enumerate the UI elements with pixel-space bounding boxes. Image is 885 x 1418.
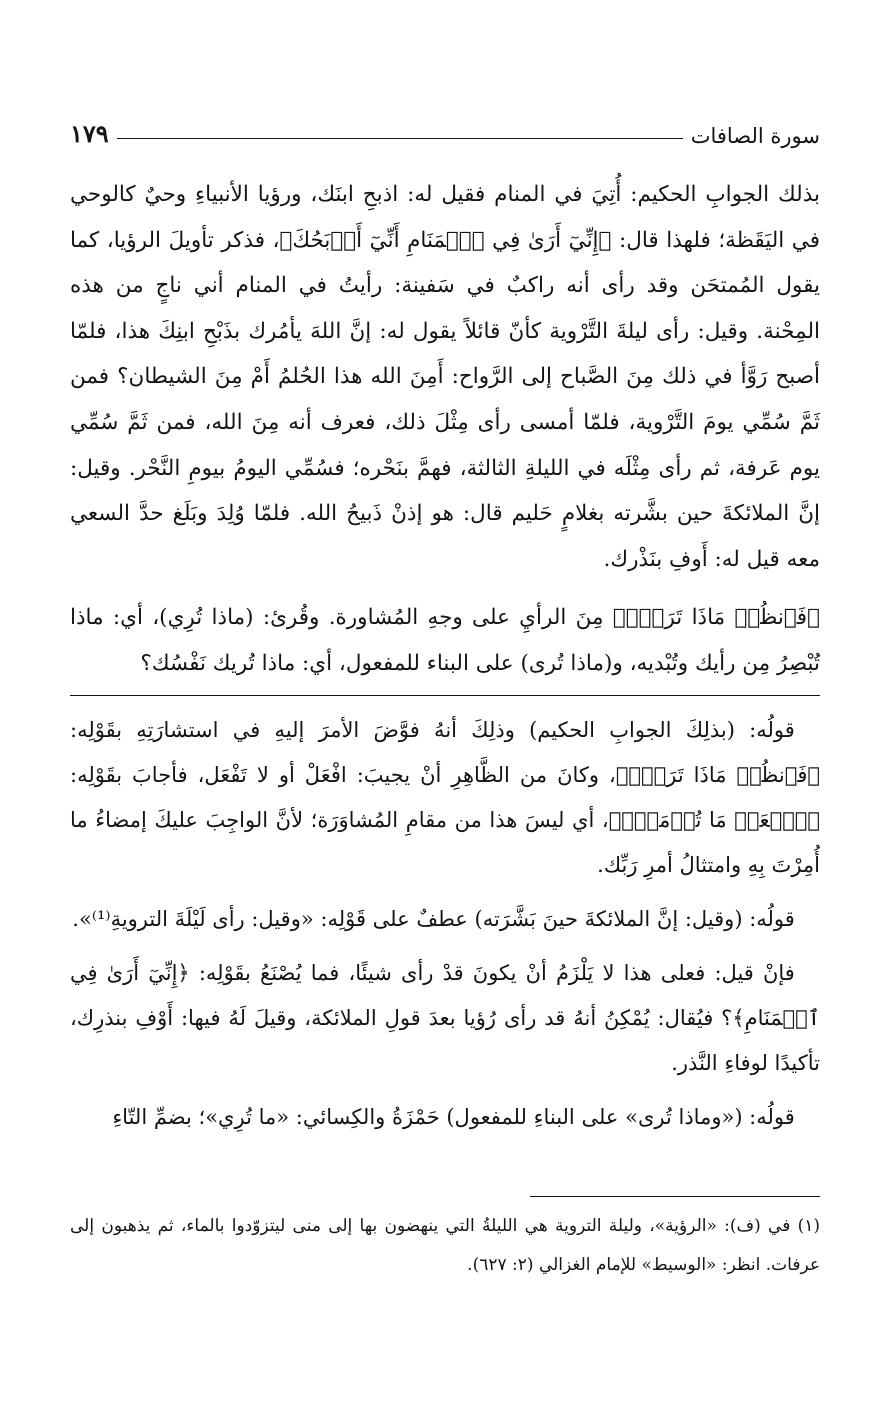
surah-title: سورة الصافات <box>690 124 820 148</box>
page-number: ١٧٩ <box>70 119 109 148</box>
book-page <box>70 108 820 1302</box>
footnote-separator <box>530 1196 820 1197</box>
header-rule <box>117 138 683 139</box>
commentary-paragraph: قولُه: (بذلِكَ الجوابِ الحكيم) وذلِكَ أنهُ فوَّضَ الأمرَ إليهِ في استشارَتِهِ بقَوْلِه: ﴿فَٱنظُرۡ مَاذَا تَرَىٰۚ﴾، وكانَ من الظَّاهِرِ أنْ يجيبَ: افْعَلْ أو لا تَفْعَل، فأجابَ بقَوْلِه: ﴿ٱفۡعَلۡ مَا تُؤۡمَرُۖ﴾، أي ليسَ هذا من مقامِ المُشاوَرَة؛ لأنَّ الواجِبَ عليكَ إمضاءُ ما أُمِرْتَ بِهِ وامتثالُ أمرِ رَبِّك. <box>70 717 820 877</box>
main-text <box>70 172 820 687</box>
commentary-paragraph: قولُه: (وقيل: إنَّ الملائكةَ حينَ بَشَّرَته) عطفٌ على قَوْلِه: «وقيل: رأى لَيْلَةَ الترويةِ⁽¹⁾». <box>72 906 795 931</box>
main-paragraph: ﴿فَٱنظُرۡ مَاذَا تَرَىٰۚ﴾ مِنَ الرأيِ على وجهِ المُشاورة. وقُرئ: (ماذا تُرِي)، أي: ماذا تُبْصِرُ مِن رأيك وتُبْديه، و(ماذا تُرى) على البناء للمفعول، أي: ماذا تُريك نَفْسُك؟ <box>70 605 820 676</box>
footnote: (١) في (ف): «الرؤية»، وليلة التروية هي الليلةُ التي ينهضون بها إلى منى ليتزوّدوا بالماء، ثم يذهبون إلى عرفات. انظر: «الوسيط» للإمام الغزالي (٢: ٦٢٧). <box>70 1215 820 1275</box>
commentary-paragraph: فإنْ قيل: فعلى هذا لا يَلْزَمُ أنْ يكونَ قدْ رأى شيئًا، فما يُصْنَعُ بقَوْلِه: ﴿إِنِّيٓ أَرَىٰ فِي ٱلۡمَنَامِ﴾؟ فيُقال: يُمْكِنُ أنهُ قد رأى رُؤيا بعدَ قولِ الملائكة، وقيلَ لَهُ فيها: أَوْفِ بنذرِك، تأكيدًا لوفاءِ النَّذر. <box>70 960 820 1075</box>
page-header <box>70 108 820 148</box>
commentary-paragraph: قولُه: («وماذا تُرى» على البناءِ للمفعول) حَمْزَةُ والكِسائي: «ما تُرِي»؛ بضمِّ التّاءِ <box>112 1104 795 1129</box>
commentary-section <box>70 708 820 1140</box>
section-separator <box>70 695 820 696</box>
main-paragraph: بذلك الجوابِ الحكيم: أُتِيَ في المنام فقيل له: اذبحِ ابنَك، ورؤيا الأنبياءِ وحيٌ كالوحي في اليَقَظة؛ فلهذا قال: ﴿إِنِّيٓ أَرَىٰ فِي ٱلۡمَنَامِ أَنِّيٓ أَذۡبَحُكَ﴾، فذكر تأويلَ الرؤيا، كما يقول المُمتحَن وقد رأى أنه راكبٌ في سَفينة: رأيتُ في المنام أني ناجٍ من هذه المِحْنة. وقيل: رأى ليلةَ التَّرْوية كأنّ قائلاً يقول له: إنَّ اللهَ يأمُرك بذَبْحِ ابنِكَ هذا، فلمّا أصبح رَوَّأ في ذلك مِنَ الصَّباح إلى الرَّواح: أَمِنَ الله هذا الحُلمُ أَمْ مِنَ الشيطان؟ فمن ثَمَّ سُمِّي يومَ التَّرْوية، فلمّا أمسى رأى مِثْلَ ذلك، فعرف أنه مِنَ الله، فمن ثَمَّ سُمِّي يوم عَرفة، ثم رأى مِثْلَه في الليلةِ الثالثة، فهمَّ بنَحْره؛ فسُمِّي اليومُ بيومِ النَّحْر. وقيل: إنَّ الملائكةَ حين بشَّرته بغلامٍ حَليم قال: هو إذنْ ذَبيحُ الله. فلمّا وُلِدَ وبَلَغ حدَّ السعي معه قيل له: أَوفِ بنَذْرك. <box>70 182 820 572</box>
